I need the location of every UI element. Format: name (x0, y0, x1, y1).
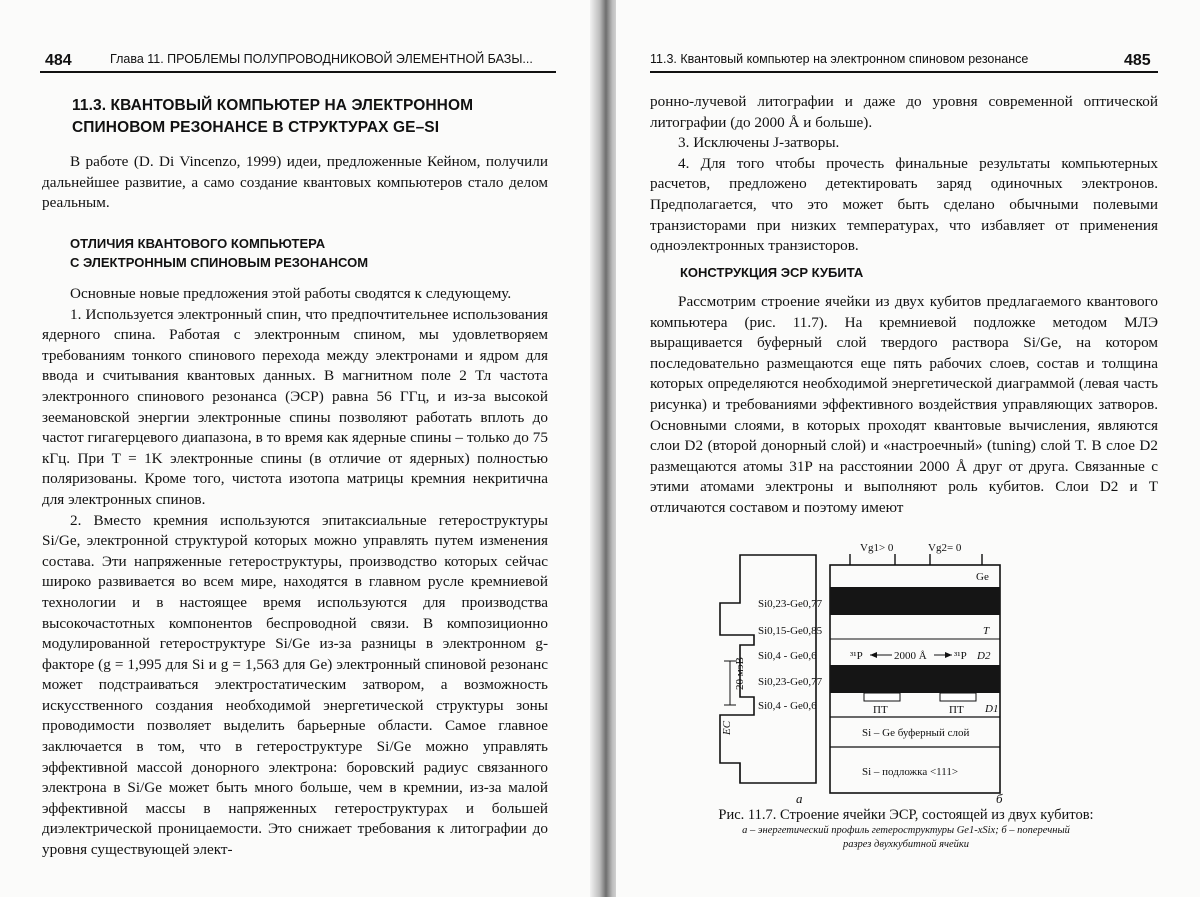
layer-5-label: Si0,23-Ge0,77 (758, 676, 823, 688)
layer-4-label: Si0,4 - Ge0,6 (758, 650, 817, 662)
figure-caption-sub-1: а – энергетический профиль гетероструктуры Ge1-xSix; б – поперечный (742, 825, 1070, 836)
paragraph-item-4: 4. Для того чтобы прочесть финальные результаты компьютерных расчетов, предложено детектировать заряд одиночных электронов. Предполагается, что это может быть сделано обычными полевыми транзисторами при низких температурах, что избавляет от применения одноэлектронных транзисторов. (650, 154, 1158, 255)
continuation-paragraph: ронно-лучевой литографии и даже до уровня современной оптической литографии (до 2000 Å и больше). (650, 93, 1158, 131)
fet-left-label: ПТ (873, 704, 888, 716)
right-page (616, 0, 1200, 897)
figure-11-7 (700, 535, 1140, 795)
layer-3-label: Si0,15-Ge0,85 (758, 625, 823, 637)
figure-caption: Рис. 11.7. Строение ячейки ЭСР, состоящей из двух кубитов: (718, 807, 1094, 823)
running-head-left: Глава 11. ПРОБЛЕМЫ ПОЛУПРОВОДНИКОВОЙ ЭЛЕМЕНТНОЙ БАЗЫ... (110, 52, 533, 66)
fet-right-label: ПТ (949, 704, 964, 716)
header-rule-right (650, 71, 1158, 73)
left-body (42, 284, 548, 861)
tag-d2: D2 (977, 650, 991, 662)
tag-d1: D1 (985, 703, 999, 715)
figure-caption-sub-2: разрез двухкубитной ячейки (842, 839, 970, 850)
paragraph-3: 2. Вместо кремния используются эпитаксиальные гетероструктуры Si/Ge, электронной структурой которых можно управлять путем изменения состава. Эти напряженные гетероструктуры, производство которых сейчас широко развивается во всем мире, находятся в главном русле кремниевой технологии и в настоящее время используются для производства высокочастотных компонентов беспроводной связи. В композиционно модулированной гетероструктуре Si/Ge из-за разницы в электронном g-факторе (g = 1,995 для Si и g = 1,563 для Ge) электронный спиновой резонанс может подстраиваться электростатическим затвором, а возможность искусственного создания необходимой энергетической структуры зоны проводимости позволяет выделить барьерные области. Самое главное заключается в том, что в гетероструктуре Si/Ge можно управлять эффективной массой донорного электрона: боровский радиус связанного электрона в Si/Ge может быть много больше, чем в кремнии, из-за малой эффективной массы в напряженных гетероструктурах и большей диэлектрической проницаемости. Это снижает требования к литографии до уровня существующей элект- (42, 511, 548, 859)
tag-t: T (983, 625, 990, 637)
right-body-top (650, 92, 1158, 257)
subfigure-b-label: б (996, 791, 1003, 806)
buffer-layer-label: Si – Ge буферный слой (862, 727, 970, 739)
subheading-esr-qubit: КОНСТРУКЦИЯ ЭСР КУБИТА (680, 265, 864, 280)
layer-ge-label: Ge (976, 571, 989, 583)
p31-left-label: ³¹P (850, 650, 863, 662)
paragraph-construction: Рассмотрим строение ячейки из двух кубитов предлагаемого квантового компьютера (рис. 11.7). На кремниевой подложке методом МЛЭ выращивается буферный слой твердого раствора Si/Ge, на котором последовательно размещаются еще пять рабочих слоев, состав и толщина которых определяются необходимой энергетической диаграммой (левая часть рисунка) и требованиями эффективного воздействия управляющих затворов. Основными слоями, в которых проходят квантовые вычисления, являются слои D2 (второй донорный слой) и «настроечный» (tuning) слой T. В слое D2 размещаются атомы 31P на расстоянии 2000 Å друг от друга. Связанные с этими атомами электроны и выполняют роль кубитов. Слои D2 и T отличаются составом и поэтому имеют (650, 293, 1158, 516)
p31-right-label: ³¹P (954, 650, 967, 662)
cross-section (758, 542, 1000, 793)
header-rule-left (40, 71, 556, 73)
section-title-line-2: СПИНОВОМ РЕЗОНАНСЕ В СТРУКТУРАХ GE–SI (72, 119, 440, 136)
gate-1-label: Vg1> 0 (860, 542, 894, 554)
page-number-right: 485 (1124, 52, 1151, 69)
gate-2-label: Vg2= 0 (928, 542, 962, 554)
right-body-main (650, 292, 1158, 519)
layer-6-label: Si0,4 - Ge0,6 (758, 700, 817, 712)
ec-label: EC (721, 720, 733, 735)
paragraph-2: 1. Используется электронный спин, что предпочтительнее использования ядерного спина. Работая с электронным спином, мы удовлетворяем требованиям тонкого спинового перехода между электронами и ядром для ввода и считывания квантовых данных. В магнитном поле 2 Тл частота электронного спинового резонанса (ЭСР) равна 56 ГГц, и из-за высокой зеемановской энергии электронные спины позволяют работать вплоть до частот гигагерцевого диапазона, в то время как ядерные спины – только до 75 кГц. При T = 1K электронные спины (в отличие от ядерных) полностью поляризованы. Кроме того, чистота изотопа матрицы кремния некритична для электронных спинов. (42, 305, 548, 508)
substrate-label: Si – подложка <111> (862, 766, 959, 778)
paragraph-1: Основные новые предложения этой работы сводятся к следующему. (70, 285, 512, 302)
distance-label: 2000 Å (894, 650, 927, 662)
left-page (0, 0, 596, 897)
subfigure-a-label: а (796, 791, 803, 806)
layer-2-label: Si0,23-Ge0,77 (758, 598, 823, 610)
energy-profile (720, 555, 816, 783)
page-number-left: 484 (45, 52, 72, 69)
intro-text: В работе (D. Di Vincenzo, 1999) идеи, предложенные Кейном, получили дальнейшее развитие, а само создание квантовых компьютеров стало делом реальным. (42, 153, 548, 212)
running-head-right: 11.3. Квантовый компьютер на электронном спиновом резонансе (650, 52, 1029, 66)
section-title-line-1: 11.3. КВАНТОВЫЙ КОМПЬЮТЕР НА ЭЛЕКТРОННОМ (72, 97, 474, 114)
paragraph-item-3: 3. Исключены J-затворы. (678, 134, 840, 152)
intro-paragraph (42, 152, 548, 214)
energy-step-label: 20 мэВ (734, 657, 746, 690)
subheading-line-2: С ЭЛЕКТРОННЫМ СПИНОВЫМ РЕЗОНАНСОМ (70, 255, 369, 270)
subheading-line-1: ОТЛИЧИЯ КВАНТОВОГО КОМПЬЮТЕРА (70, 236, 326, 251)
